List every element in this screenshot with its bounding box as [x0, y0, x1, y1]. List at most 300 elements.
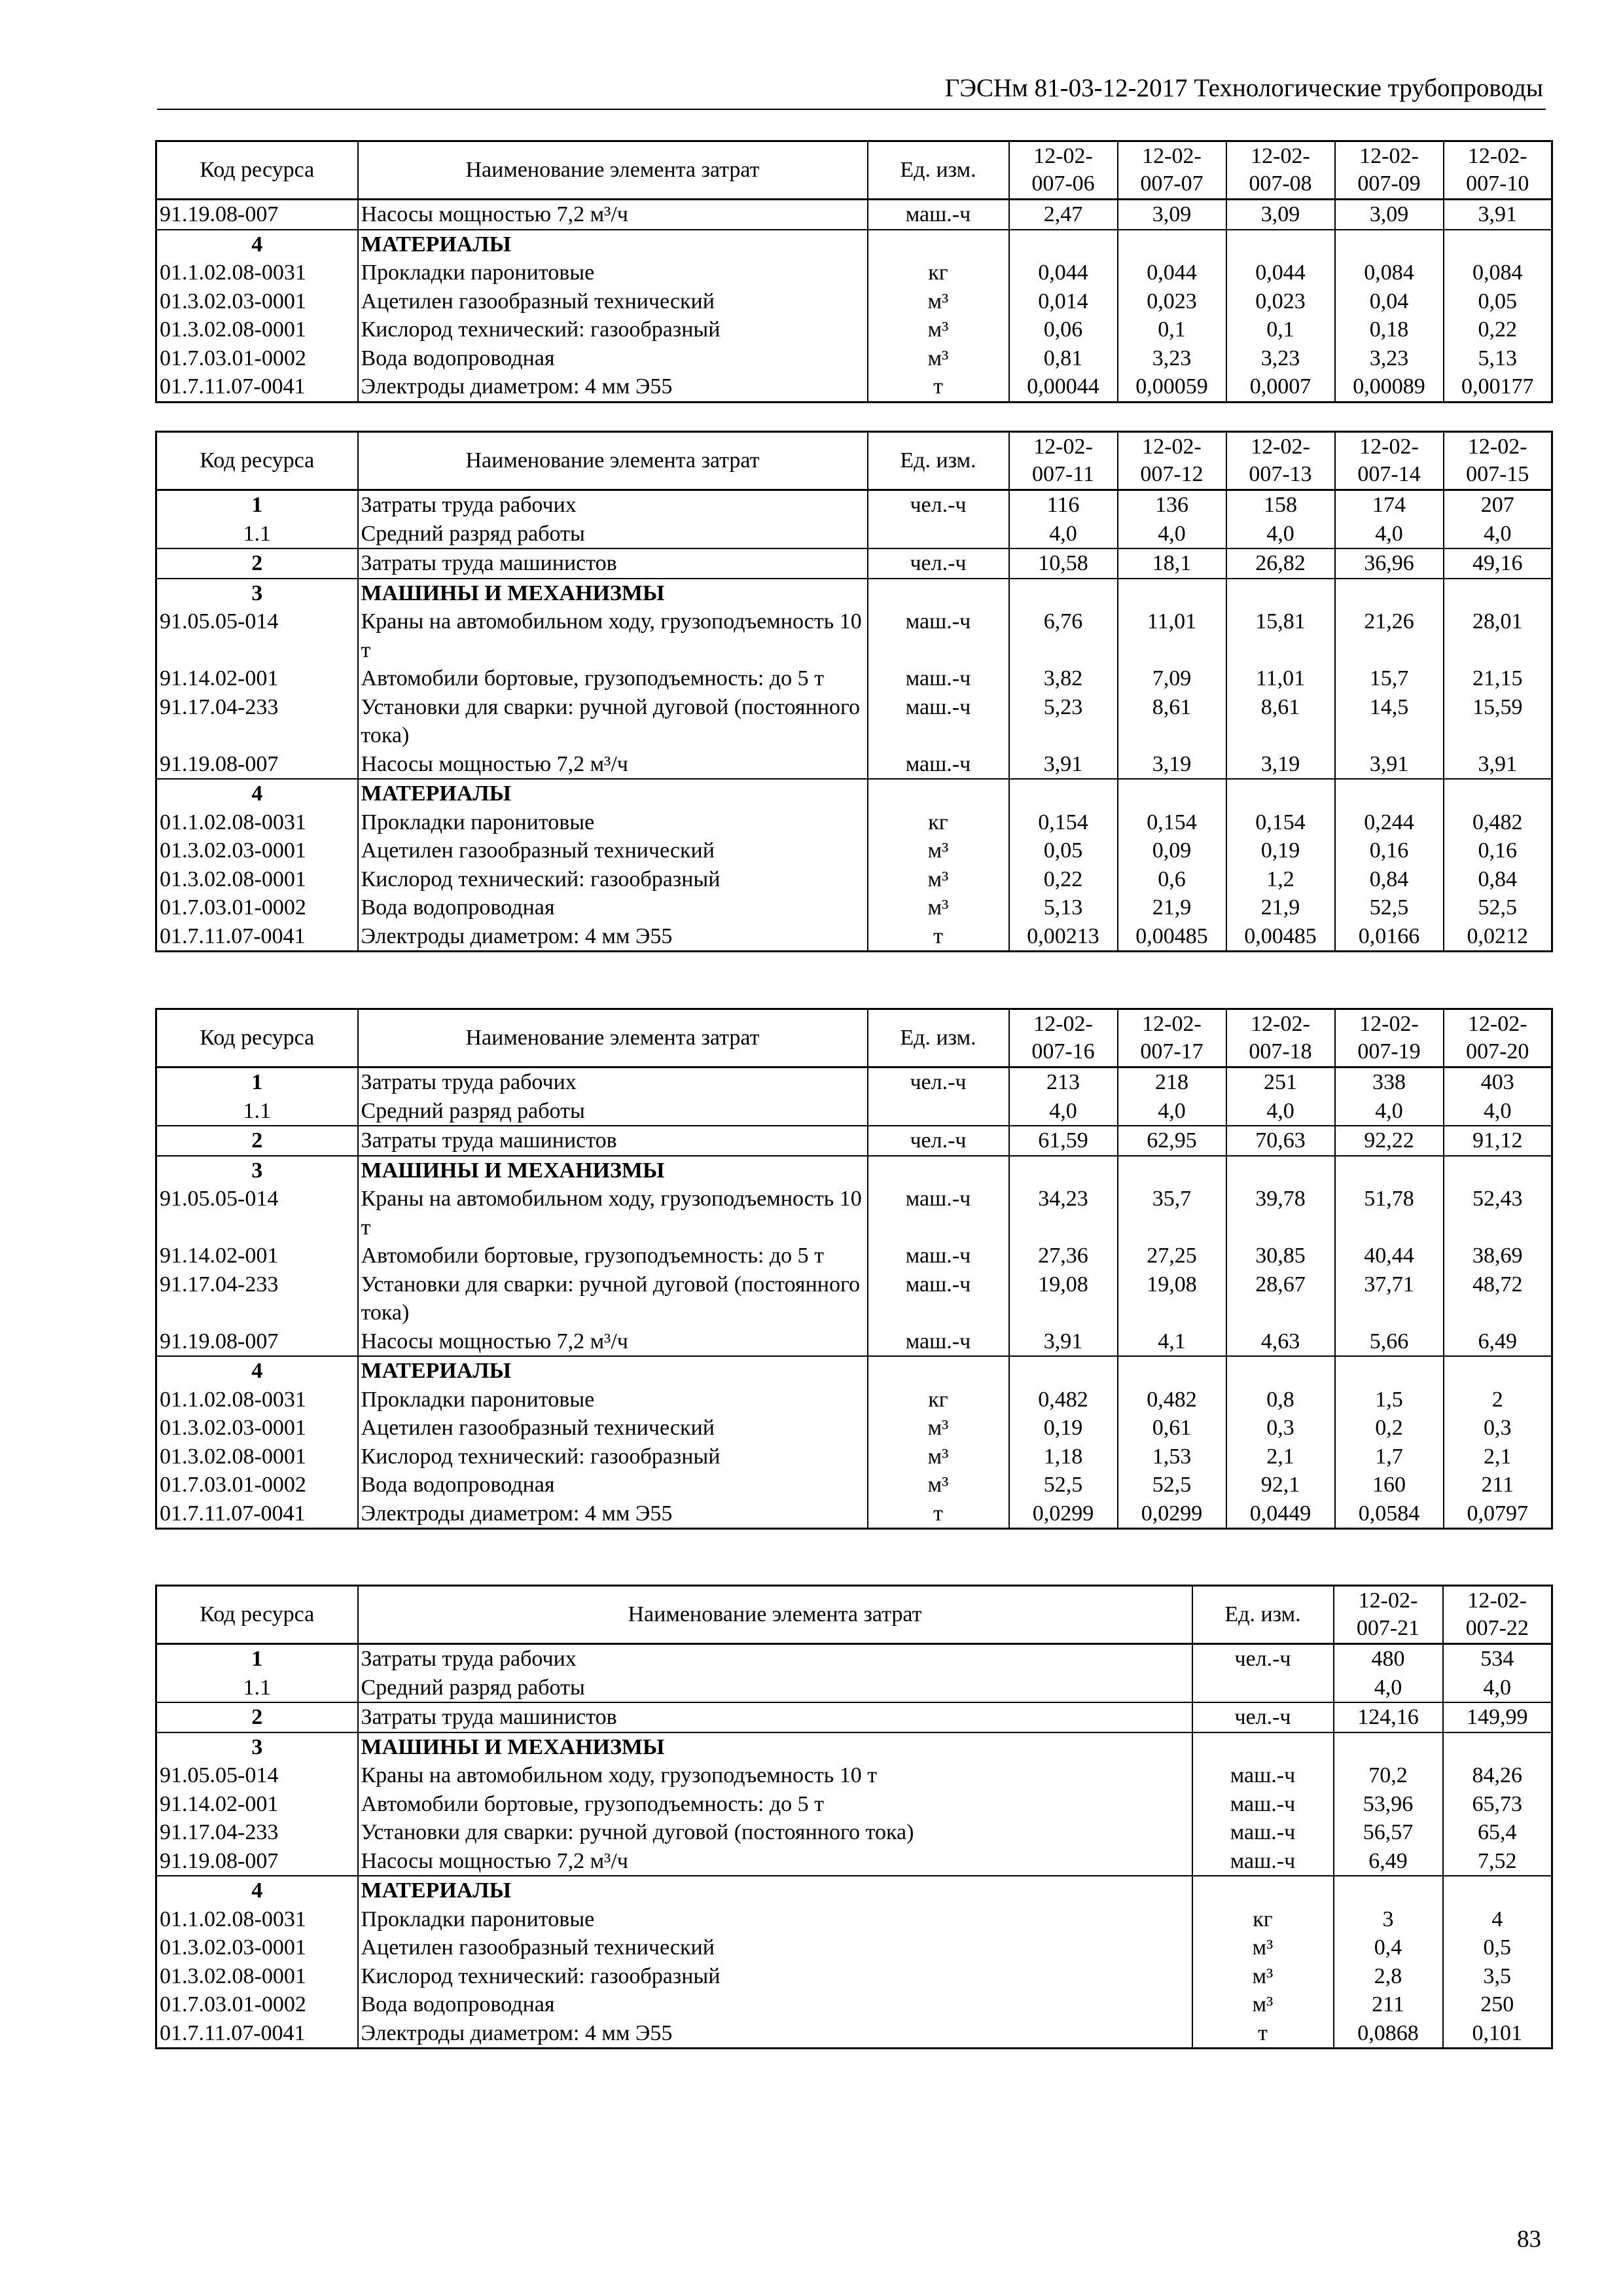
unit-of-measure	[868, 230, 1009, 259]
rate-value: 0,482	[1118, 1386, 1226, 1414]
rate-value: 160	[1335, 1471, 1444, 1499]
header-rate-code	[1335, 141, 1444, 200]
table-row	[156, 1818, 1552, 1847]
unit-of-measure	[868, 579, 1009, 608]
rate-value: 49,16	[1444, 548, 1552, 579]
rate-value: 40,44	[1335, 1242, 1444, 1270]
rate-value: 52,5	[1118, 1471, 1226, 1499]
unit-of-measure: т	[868, 1499, 1009, 1529]
table-header-row	[156, 1009, 1552, 1067]
rate-value: 250	[1443, 1990, 1552, 2019]
header-rate-code	[1009, 1009, 1118, 1067]
rate-code-part2: 007-06	[1031, 171, 1095, 196]
rate-value: 0,06	[1009, 315, 1118, 344]
unit-of-measure: м³	[1192, 1962, 1334, 1991]
resource-name: Затраты труда рабочих	[358, 1067, 868, 1097]
table-row	[156, 1990, 1552, 2019]
rate-value: 3,23	[1226, 344, 1335, 373]
table-row	[156, 1644, 1552, 1674]
resource-name: Установки для сварки: ручной дуговой (постоянного тока)	[358, 1270, 868, 1327]
resource-code: 01.7.03.01-0002	[156, 1990, 358, 2019]
resource-name: Прокладки паронитовые	[358, 1905, 1192, 1934]
rate-value	[1444, 1156, 1552, 1185]
resource-name: Электроды диаметром: 4 мм Э55	[358, 372, 868, 402]
resource-table	[155, 1008, 1553, 1530]
resource-name: Прокладки паронитовые	[358, 259, 868, 287]
header-code: Код ресурса	[156, 432, 358, 490]
rate-value	[1335, 779, 1444, 808]
rate-value	[1226, 579, 1335, 608]
resource-code: 01.1.02.08-0031	[156, 259, 358, 287]
header-name: Наименование элемента затрат	[358, 141, 868, 200]
rate-value	[1335, 1356, 1444, 1386]
unit-of-measure	[868, 779, 1009, 808]
resource-name: Краны на автомобильном ходу, грузоподъемность 10 т	[358, 607, 868, 664]
unit-of-measure: чел.-ч	[868, 490, 1009, 520]
table-row	[156, 200, 1552, 230]
table-section	[156, 490, 1552, 549]
unit-of-measure: м³	[868, 836, 1009, 865]
rate-value: 207	[1444, 490, 1552, 520]
unit-of-measure: маш.-ч	[1192, 1790, 1334, 1819]
resource-code: 4	[156, 1356, 358, 1386]
rate-value: 36,96	[1335, 548, 1444, 579]
rate-value: 27,25	[1118, 1242, 1226, 1270]
header-rate-code	[1118, 432, 1226, 490]
section-title: МАШИНЫ И МЕХАНИЗМЫ	[358, 1732, 1192, 1762]
header-rate-code	[1335, 1009, 1444, 1067]
resource-name: Кислород технический: газообразный	[358, 315, 868, 344]
table-row	[156, 1732, 1552, 1762]
rate-value	[1444, 1356, 1552, 1386]
resource-name: Ацетилен газообразный технический	[358, 836, 868, 865]
resource-name: Вода водопроводная	[358, 1471, 868, 1499]
table-header-row	[156, 432, 1552, 490]
rate-code-part1: 12-02-	[1142, 1012, 1202, 1036]
rate-code-part2: 007-13	[1249, 462, 1312, 486]
table-section	[156, 548, 1552, 579]
rate-value: 4,0	[1443, 1674, 1552, 1703]
rate-value: 4,0	[1335, 1097, 1444, 1126]
rate-value: 84,26	[1443, 1761, 1552, 1790]
table-row	[156, 579, 1552, 608]
rate-value: 2,8	[1334, 1962, 1443, 1991]
rate-value: 3,91	[1009, 750, 1118, 780]
rate-value: 4,63	[1226, 1327, 1335, 1357]
rate-value: 0,19	[1226, 836, 1335, 865]
rate-value: 10,58	[1009, 548, 1118, 579]
resource-code: 01.7.11.07-0041	[156, 2019, 358, 2049]
table-section	[156, 230, 1552, 403]
resource-code: 01.7.03.01-0002	[156, 893, 358, 922]
rate-value: 2,1	[1226, 1443, 1335, 1471]
rate-code-part2: 007-09	[1357, 171, 1421, 196]
table-section	[156, 1156, 1552, 1357]
resource-code: 91.14.02-001	[156, 664, 358, 693]
unit-of-measure	[1192, 1674, 1334, 1703]
rate-value: 0,044	[1009, 259, 1118, 287]
table-row	[156, 1471, 1552, 1499]
table-row	[156, 372, 1552, 402]
rate-value: 0,044	[1226, 259, 1335, 287]
resource-code: 01.1.02.08-0031	[156, 1905, 358, 1934]
rate-code-part2: 007-07	[1140, 171, 1204, 196]
header-code: Код ресурса	[156, 1009, 358, 1067]
rate-value: 51,78	[1335, 1185, 1444, 1242]
unit-of-measure: м³	[868, 893, 1009, 922]
rate-value: 5,13	[1009, 893, 1118, 922]
resource-name: Ацетилен газообразный технический	[358, 287, 868, 316]
resource-code: 01.3.02.08-0001	[156, 315, 358, 344]
unit-of-measure	[1192, 1876, 1334, 1905]
table-section	[156, 1702, 1552, 1732]
rate-value	[1118, 230, 1226, 259]
rate-value: 0,1	[1226, 315, 1335, 344]
resource-name: Кислород технический: газообразный	[358, 1443, 868, 1471]
rate-value: 91,12	[1444, 1126, 1552, 1156]
rate-value	[1118, 1156, 1226, 1185]
header-name: Наименование элемента затрат	[358, 1586, 1192, 1644]
table-row	[156, 1905, 1552, 1934]
unit-of-measure: кг	[868, 259, 1009, 287]
table-row	[156, 1962, 1552, 1991]
section-title: МАТЕРИАЛЫ	[358, 1876, 1192, 1905]
table-row	[156, 1790, 1552, 1819]
resource-code: 1.1	[156, 1674, 358, 1703]
resource-code: 4	[156, 779, 358, 808]
unit-of-measure: м³	[868, 1471, 1009, 1499]
resource-code: 2	[156, 1126, 358, 1156]
resource-table	[155, 140, 1553, 403]
rate-code-part1: 12-02-	[1033, 1012, 1093, 1036]
rate-value: 0,00485	[1118, 922, 1226, 952]
table-section	[156, 579, 1552, 780]
rate-value: 251	[1226, 1067, 1335, 1097]
table-row	[156, 1156, 1552, 1185]
table-row	[156, 750, 1552, 780]
resource-code: 01.3.02.03-0001	[156, 1414, 358, 1443]
section-title: МАШИНЫ И МЕХАНИЗМЫ	[358, 1156, 868, 1185]
resource-code: 01.3.02.03-0001	[156, 287, 358, 316]
table-section	[156, 779, 1552, 952]
unit-of-measure: м³	[868, 1414, 1009, 1443]
table-section	[156, 1644, 1552, 1703]
table-row	[156, 2019, 1552, 2049]
resource-code: 1	[156, 1644, 358, 1674]
rate-value: 26,82	[1226, 548, 1335, 579]
unit-of-measure: маш.-ч	[1192, 1761, 1334, 1790]
header-rate-code	[1118, 141, 1226, 200]
rate-value	[1226, 1356, 1335, 1386]
unit-of-measure: чел.-ч	[868, 548, 1009, 579]
rate-value: 116	[1009, 490, 1118, 520]
header-rate-code	[1009, 141, 1118, 200]
rate-code-part2: 007-11	[1031, 462, 1095, 486]
resource-name: Установки для сварки: ручной дуговой (постоянного тока)	[358, 693, 868, 750]
rate-value: 92,22	[1335, 1126, 1444, 1156]
unit-of-measure: т	[868, 922, 1009, 952]
table-row	[156, 1126, 1552, 1156]
rate-value: 15,81	[1226, 607, 1335, 664]
resource-name: Насосы мощностью 7,2 м³/ч	[358, 1327, 868, 1357]
resource-name: Краны на автомобильном ходу, грузоподъемность 10 т	[358, 1761, 1192, 1790]
resource-code: 01.7.11.07-0041	[156, 1499, 358, 1529]
table-row	[156, 865, 1552, 894]
rate-value: 0,16	[1335, 836, 1444, 865]
rate-value	[1335, 1156, 1444, 1185]
header-rate-code	[1226, 1009, 1335, 1067]
rate-value: 4,0	[1118, 520, 1226, 549]
rate-value: 0,0797	[1444, 1499, 1552, 1529]
rate-value: 211	[1334, 1990, 1443, 2019]
header-rate-code	[1444, 1009, 1552, 1067]
rate-code-part2: 007-14	[1357, 462, 1421, 486]
resource-code: 91.17.04-233	[156, 1270, 358, 1327]
table-row	[156, 808, 1552, 837]
rate-value: 3,23	[1118, 344, 1226, 373]
rate-value: 39,78	[1226, 1185, 1335, 1242]
rate-value: 53,96	[1334, 1790, 1443, 1819]
rate-value: 37,71	[1335, 1270, 1444, 1327]
rate-value: 0,4	[1334, 1933, 1443, 1962]
unit-of-measure: м³	[868, 344, 1009, 373]
resource-name: Автомобили бортовые, грузоподъемность: до 5 т	[358, 1242, 868, 1270]
table-section	[156, 1067, 1552, 1126]
rate-value	[1226, 1156, 1335, 1185]
rate-value: 48,72	[1444, 1270, 1552, 1327]
rate-value: 0,3	[1444, 1414, 1552, 1443]
rate-value: 534	[1443, 1644, 1552, 1674]
resource-code: 01.3.02.03-0001	[156, 836, 358, 865]
rate-value: 4,0	[1009, 1097, 1118, 1126]
rate-value: 3	[1334, 1905, 1443, 1934]
header-rate-code	[1335, 432, 1444, 490]
rate-value: 21,15	[1444, 664, 1552, 693]
rate-code-part1: 12-02-	[1467, 1012, 1527, 1036]
rate-value	[1443, 1876, 1552, 1905]
rate-value	[1009, 779, 1118, 808]
rate-value: 30,85	[1226, 1242, 1335, 1270]
section-title: МАТЕРИАЛЫ	[358, 779, 868, 808]
rate-value: 14,5	[1335, 693, 1444, 750]
unit-of-measure: м³	[1192, 1990, 1334, 2019]
table-row	[156, 1443, 1552, 1471]
resource-code: 01.7.11.07-0041	[156, 372, 358, 402]
rate-code-part2: 007-19	[1357, 1039, 1421, 1064]
rate-value	[1444, 579, 1552, 608]
rate-value: 62,95	[1118, 1126, 1226, 1156]
rate-value: 21,9	[1118, 893, 1226, 922]
unit-of-measure	[868, 1097, 1009, 1126]
table-row	[156, 1097, 1552, 1126]
resource-code: 1.1	[156, 1097, 358, 1126]
header-rate-code	[1226, 432, 1335, 490]
rate-value: 3,09	[1335, 200, 1444, 230]
rate-value: 0,19	[1009, 1414, 1118, 1443]
rate-code-part2: 007-08	[1249, 171, 1312, 196]
resource-code: 91.17.04-233	[156, 1818, 358, 1847]
rate-value: 70,2	[1334, 1761, 1443, 1790]
rate-value: 0,22	[1009, 865, 1118, 894]
header-name: Наименование элемента затрат	[358, 1009, 868, 1067]
rate-value: 0,0449	[1226, 1499, 1335, 1529]
resource-name: Насосы мощностью 7,2 м³/ч	[358, 750, 868, 780]
table-row	[156, 1847, 1552, 1876]
rate-value: 4,0	[1226, 520, 1335, 549]
resource-code: 1	[156, 1067, 358, 1097]
resource-code: 01.1.02.08-0031	[156, 808, 358, 837]
resource-code: 4	[156, 1876, 358, 1905]
unit-of-measure: кг	[868, 1386, 1009, 1414]
table-row	[156, 548, 1552, 579]
resource-name: Автомобили бортовые, грузоподъемность: до 5 т	[358, 664, 868, 693]
unit-of-measure: м³	[1192, 1933, 1334, 1962]
rate-value: 0,0868	[1334, 2019, 1443, 2049]
rate-value: 3,91	[1444, 750, 1552, 780]
resource-code: 91.19.08-007	[156, 1327, 358, 1357]
rate-value: 0,244	[1335, 808, 1444, 837]
rate-value: 0,16	[1444, 836, 1552, 865]
rate-value	[1118, 779, 1226, 808]
resource-code: 91.05.05-014	[156, 1761, 358, 1790]
rate-value: 1,5	[1335, 1386, 1444, 1414]
rate-value	[1009, 230, 1118, 259]
resource-code: 01.3.02.08-0001	[156, 1962, 358, 1991]
table-row	[156, 1674, 1552, 1703]
unit-of-measure: м³	[868, 865, 1009, 894]
table-row	[156, 230, 1552, 259]
table-header-row	[156, 141, 1552, 200]
rate-value: 19,08	[1009, 1270, 1118, 1327]
rate-code-part1: 12-02-	[1142, 435, 1202, 459]
rate-value: 0,101	[1443, 2019, 1552, 2049]
unit-of-measure: маш.-ч	[868, 200, 1009, 230]
rate-value: 4,1	[1118, 1327, 1226, 1357]
rate-value: 2	[1444, 1386, 1552, 1414]
unit-of-measure: м³	[868, 1443, 1009, 1471]
rate-code-part1: 12-02-	[1251, 435, 1310, 459]
unit-of-measure: маш.-ч	[868, 664, 1009, 693]
rate-value: 4,0	[1118, 1097, 1226, 1126]
header-rate-code	[1334, 1586, 1443, 1644]
rate-value: 0,8	[1226, 1386, 1335, 1414]
unit-of-measure: т	[1192, 2019, 1334, 2049]
resource-name: Насосы мощностью 7,2 м³/ч	[358, 1847, 1192, 1876]
rate-value	[1444, 779, 1552, 808]
rate-value: 0,00485	[1226, 922, 1335, 952]
rate-value: 18,1	[1118, 548, 1226, 579]
rate-value: 38,69	[1444, 1242, 1552, 1270]
rate-value: 136	[1118, 490, 1226, 520]
table-section	[156, 1732, 1552, 1876]
resource-name: Ацетилен газообразный технический	[358, 1933, 1192, 1962]
rate-value: 11,01	[1226, 664, 1335, 693]
rate-value	[1009, 1156, 1118, 1185]
table-row	[156, 1414, 1552, 1443]
rate-value: 0,00089	[1335, 372, 1444, 402]
unit-of-measure: кг	[1192, 1905, 1334, 1934]
resource-name: Средний разряд работы	[358, 1097, 868, 1126]
rate-value: 4,0	[1444, 520, 1552, 549]
rate-code-part1: 12-02-	[1467, 1588, 1527, 1613]
resource-code: 01.7.11.07-0041	[156, 922, 358, 952]
rate-value: 19,08	[1118, 1270, 1226, 1327]
rate-value: 0,5	[1443, 1933, 1552, 1962]
rate-value	[1009, 579, 1118, 608]
resource-code: 91.19.08-007	[156, 200, 358, 230]
rate-code-part2: 007-15	[1466, 462, 1529, 486]
rate-value: 6,49	[1334, 1847, 1443, 1876]
rate-value: 3,19	[1226, 750, 1335, 780]
rate-code-part1: 12-02-	[1033, 144, 1093, 168]
rate-value: 0,0299	[1009, 1499, 1118, 1529]
unit-of-measure	[1192, 1732, 1334, 1762]
resource-name: Ацетилен газообразный технический	[358, 1414, 868, 1443]
rate-value: 15,7	[1335, 664, 1444, 693]
resource-code: 3	[156, 1156, 358, 1185]
header-code: Код ресурса	[156, 1586, 358, 1644]
rate-value: 52,5	[1444, 893, 1552, 922]
rate-value: 65,4	[1443, 1818, 1552, 1847]
rate-value	[1443, 1732, 1552, 1762]
rate-value: 211	[1444, 1471, 1552, 1499]
rate-value: 0,1	[1118, 315, 1226, 344]
rate-value: 0,0166	[1335, 922, 1444, 952]
rate-value: 1,18	[1009, 1443, 1118, 1471]
resource-name: Кислород технический: газообразный	[358, 865, 868, 894]
resource-code: 4	[156, 230, 358, 259]
resource-code: 1.1	[156, 520, 358, 549]
rate-code-part2: 007-16	[1031, 1039, 1095, 1064]
unit-of-measure	[868, 1156, 1009, 1185]
resource-name: Электроды диаметром: 4 мм Э55	[358, 2019, 1192, 2049]
table-row	[156, 1933, 1552, 1962]
unit-of-measure: т	[868, 372, 1009, 402]
resource-code: 01.7.03.01-0002	[156, 1471, 358, 1499]
header-rate-code	[1118, 1009, 1226, 1067]
table-row	[156, 344, 1552, 373]
table-row	[156, 693, 1552, 750]
rate-value: 0,482	[1444, 808, 1552, 837]
rate-code-part1: 12-02-	[1359, 144, 1419, 168]
table-row	[156, 1185, 1552, 1242]
rate-code-part1: 12-02-	[1359, 435, 1419, 459]
rate-code-part1: 12-02-	[1358, 1588, 1418, 1613]
rate-code-part2: 007-20	[1466, 1039, 1529, 1064]
unit-of-measure: маш.-ч	[1192, 1818, 1334, 1847]
table-row	[156, 1702, 1552, 1732]
rate-value: 4,0	[1226, 1097, 1335, 1126]
rate-value: 6,76	[1009, 607, 1118, 664]
rate-value: 8,61	[1118, 693, 1226, 750]
rate-value: 2,1	[1444, 1443, 1552, 1471]
rate-value: 52,5	[1335, 893, 1444, 922]
table-row	[156, 315, 1552, 344]
resource-name: Средний разряд работы	[358, 1674, 1192, 1703]
rate-value: 0,09	[1118, 836, 1226, 865]
rate-value: 4,0	[1334, 1674, 1443, 1703]
rate-value: 0,18	[1335, 315, 1444, 344]
rate-code-part1: 12-02-	[1142, 144, 1202, 168]
rate-value	[1226, 230, 1335, 259]
rate-value: 4,0	[1009, 520, 1118, 549]
resource-name: Прокладки паронитовые	[358, 808, 868, 837]
table-row	[156, 1242, 1552, 1270]
rate-value: 480	[1334, 1644, 1443, 1674]
rate-value: 3,09	[1118, 200, 1226, 230]
table-row	[156, 1270, 1552, 1327]
header-rate-code	[1009, 432, 1118, 490]
